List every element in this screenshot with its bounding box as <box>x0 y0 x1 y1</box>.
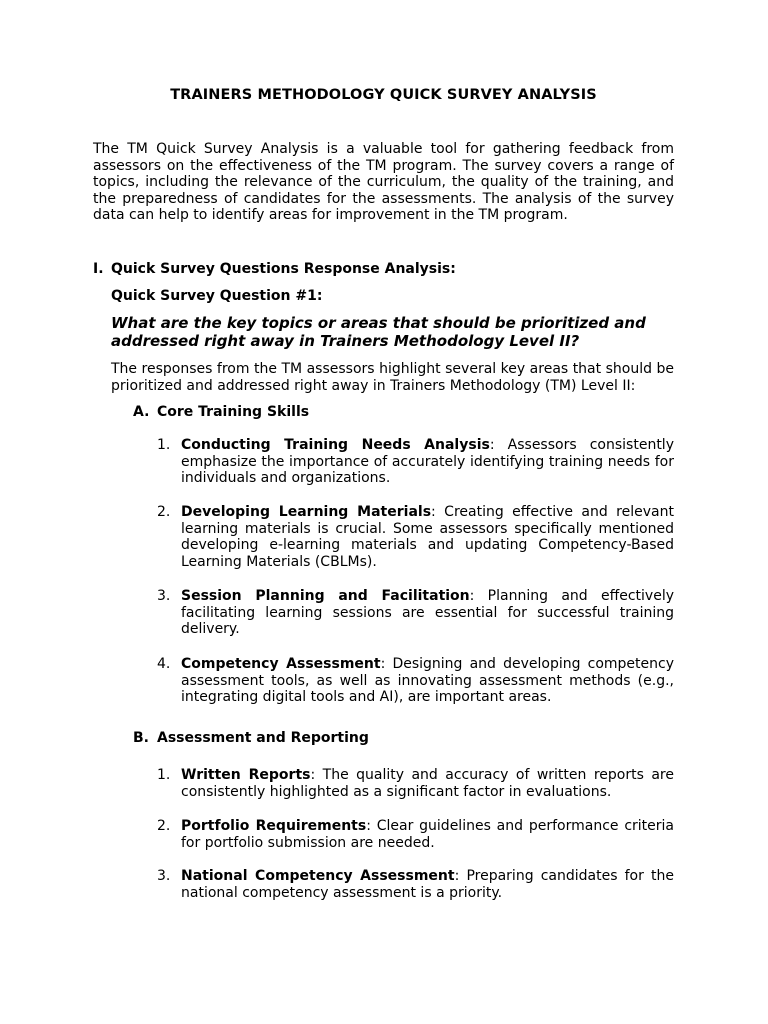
list-item-text: : Planning and effectively facilitating learning sessions are essential for successful training delivery. <box>181 588 674 637</box>
document-title: TRAINERS METHODOLOGY QUICK SURVEY ANALYSIS <box>170 87 597 103</box>
list-item-number: 3. <box>157 588 171 604</box>
list-item <box>157 818 674 851</box>
question-text: What are the key topics or areas that should be prioritized and addressed right away in Trainers Methodology Level II? <box>111 314 646 350</box>
list-item-term: National Competency Assessment <box>181 868 455 884</box>
list-item-term: Session Planning and Facilitation <box>181 588 470 604</box>
subsection-heading-text: Assessment and Reporting <box>157 730 369 746</box>
subsection-letter: B. <box>133 730 149 746</box>
list-item-body <box>181 588 674 638</box>
list-item-number: 4. <box>157 656 171 672</box>
list-item-number: 2. <box>157 818 171 834</box>
list-item <box>157 767 674 800</box>
section-heading-text: Quick Survey Questions Response Analysis: <box>111 261 456 277</box>
list-item-text: : The quality and accuracy of written reports are consistently highlighted as a significant factor in evaluations. <box>181 767 674 800</box>
list-item-text: : Clear guidelines and performance criteria for portfolio submission are needed. <box>181 818 674 851</box>
list-item <box>157 868 674 901</box>
list-item <box>157 437 674 487</box>
section-heading <box>93 261 456 278</box>
response-intro: The responses from the TM assessors highlight several key areas that should be prioritized and addressed right away in Trainers Methodology (TM) Level II: <box>111 361 674 394</box>
list-item-number: 3. <box>157 868 171 884</box>
list-item-term: Portfolio Requirements <box>181 818 367 834</box>
list-item-body <box>181 868 674 901</box>
list-item-body <box>181 504 674 570</box>
list-item-body <box>181 656 674 706</box>
section-number: I. <box>93 261 104 277</box>
list-item-number: 1. <box>157 437 171 453</box>
subsection-heading-a <box>133 404 309 421</box>
list-item <box>157 504 674 570</box>
subsection-letter: A. <box>133 404 150 420</box>
list-item-text: : Designing and developing competency assessment tools, as well as innovating assessment methods (e.g., integrating digital tools and AI), are important areas. <box>181 656 675 705</box>
intro-paragraph: The TM Quick Survey Analysis is a valuable tool for gathering feedback from assessors on the effectiveness of the TM program. The survey covers a range of topics, including the relevance of the curriculum, the quality of the training, and the preparedness of candidates for the assessments. The analysis of the survey data can help to identify areas for improvement in the TM program. <box>93 141 674 223</box>
list-item-text: : Preparing candidates for the national competency assessment is a priority. <box>181 868 674 901</box>
list-item-term: Developing Learning Materials <box>181 504 432 520</box>
list-item-text: : Creating effective and relevant learning materials is crucial. Some assessors specifically mentioned developing e-learning materials and updating Competency-Based Learning Materials (CBLMs). <box>181 504 674 570</box>
list-item <box>157 656 674 706</box>
list-item-term: Written Reports <box>181 767 311 783</box>
list-item-body <box>181 818 674 851</box>
list-item-number: 1. <box>157 767 171 783</box>
question-label: Quick Survey Question #1: <box>111 288 323 304</box>
list-item-text: : Assessors consistently emphasize the importance of accurately identifying training needs for individuals and organizations. <box>181 437 674 486</box>
list-item-term: Conducting Training Needs Analysis <box>181 437 490 453</box>
subsection-heading-b <box>133 730 369 747</box>
list-item-body <box>181 437 674 487</box>
list-item-number: 2. <box>157 504 171 520</box>
list-item-body <box>181 767 674 800</box>
subsection-heading-text: Core Training Skills <box>157 404 310 420</box>
list-item-term: Competency Assessment <box>181 656 381 672</box>
list-item <box>157 588 674 638</box>
